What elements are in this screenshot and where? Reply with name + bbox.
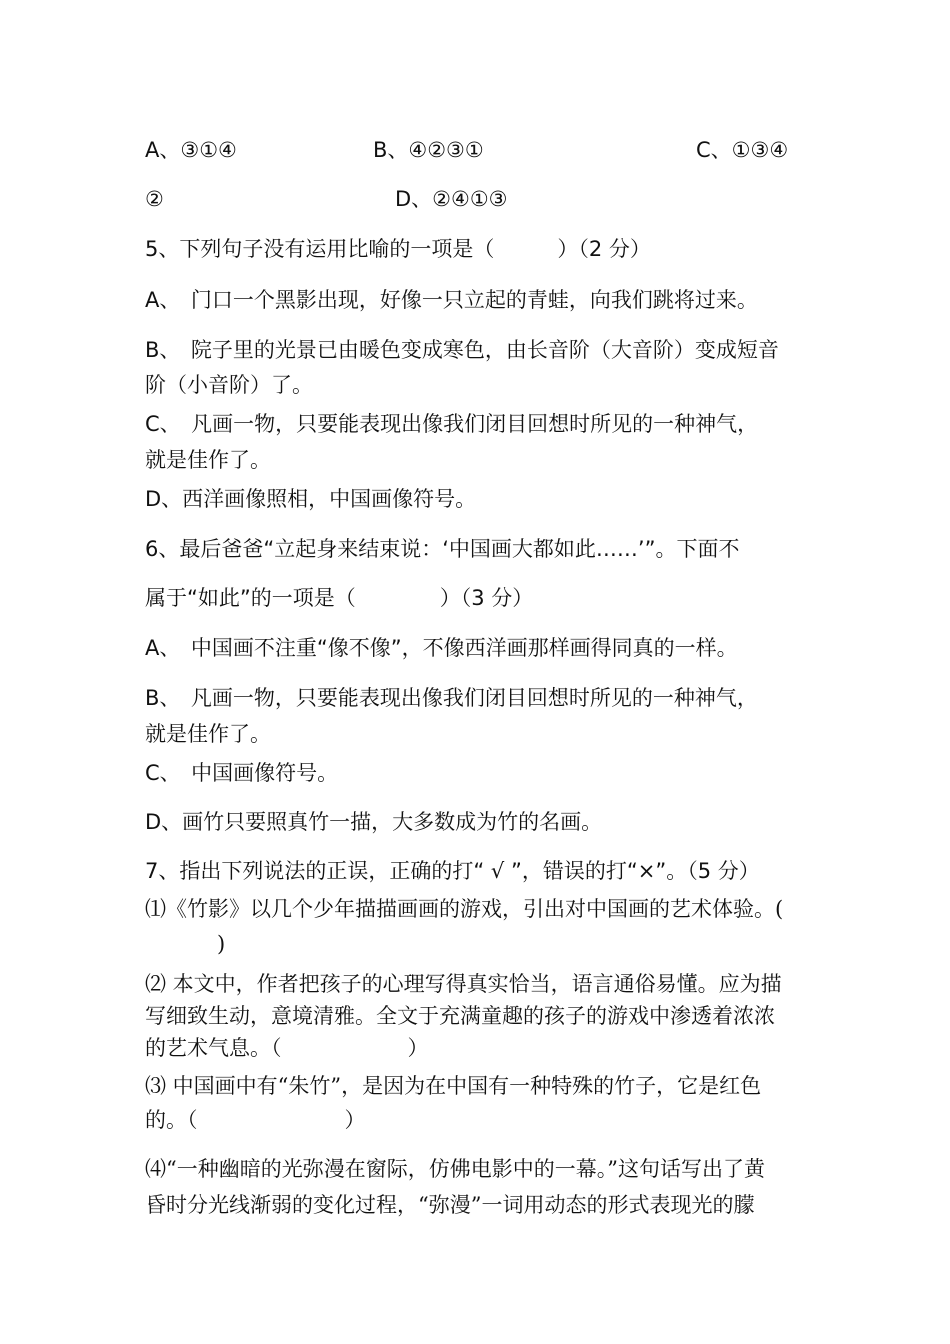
q6-stem-line1: 6、最后爸爸“立起身来结束说：‘中国画大都如此……’”。下面不 <box>145 537 740 561</box>
q4-option-c-continued: ② <box>145 187 164 211</box>
q6-stem-line2: 属于“如此”的一项是（ ）（3 分） <box>145 586 534 610</box>
q5-option-d: D、西洋画像照相，中国画像符号。 <box>145 487 477 511</box>
q7-item3-line2: 的。（ ） <box>145 1108 366 1132</box>
q6-option-d: D、画竹只要照真竹一描，大多数成为竹的名画。 <box>145 810 603 834</box>
q7-item2-line1: ⑵ 本文中，作者把孩子的心理写得真实恰当，语言通俗易懂。应为描 <box>145 972 782 996</box>
q5-option-c-line2: 就是佳作了。 <box>145 448 271 472</box>
q7-item4-line1: ⑷“一种幽暗的光弥漫在窗际，仿佛电影中的一幕。”这句话写出了黄 <box>145 1157 765 1181</box>
q7-item3-line1: ⑶ 中国画中有“朱竹”，是因为在中国有一种特殊的竹子，它是红色 <box>145 1074 762 1098</box>
q7-item4-line2: 昏时分光线渐弱的变化过程，“弥漫”一词用动态的形式表现光的朦 <box>145 1193 755 1217</box>
q7-item1-line1: ⑴《竹影》以几个少年描描画画的游戏，引出对中国画的艺术体验。( <box>145 897 784 921</box>
q5-stem: 5、下列句子没有运用比喻的一项是（ ）（2 分） <box>145 237 651 261</box>
q6-option-c: C、 中国画像符号。 <box>145 761 339 785</box>
q5-option-c-line1: C、 凡画一物，只要能表现出像我们闭目回想时所见的一种神气， <box>145 412 759 436</box>
q5-option-a: A、 门口一个黑影出现，好像一只立起的青蛙，向我们跳将过来。 <box>145 288 758 312</box>
q7-stem: 7、指出下列说法的正误，正确的打“ √ ”，错误的打“×”。（5 分） <box>145 859 760 883</box>
q4-option-a: A、③①④ <box>145 138 237 162</box>
q7-item2-line3: 的艺术气息。（ ） <box>145 1036 429 1060</box>
q5-option-b-line2: 阶（小音阶）了。 <box>145 373 313 397</box>
q5-option-b-line1: B、 院子里的光景已由暖色变成寒色，由长音阶（大音阶）变成短音 <box>145 338 779 362</box>
q6-option-b-line1: B、 凡画一物，只要能表现出像我们闭目回想时所见的一种神气， <box>145 686 758 710</box>
q7-item1-answer-paren: ) <box>217 932 226 956</box>
q4-option-c: C、①③④ <box>696 138 789 162</box>
q4-option-d: D、②④①③ <box>395 187 508 211</box>
q4-option-b: B、④②③① <box>373 138 484 162</box>
q6-option-a: A、 中国画不注重“像不像”，不像西洋画那样画得同真的一样。 <box>145 636 738 660</box>
q6-option-b-line2: 就是佳作了。 <box>145 722 271 746</box>
q7-item2-line2: 写细致生动，意境清雅。全文于充满童趣的孩子的游戏中渗透着浓浓 <box>145 1004 775 1028</box>
